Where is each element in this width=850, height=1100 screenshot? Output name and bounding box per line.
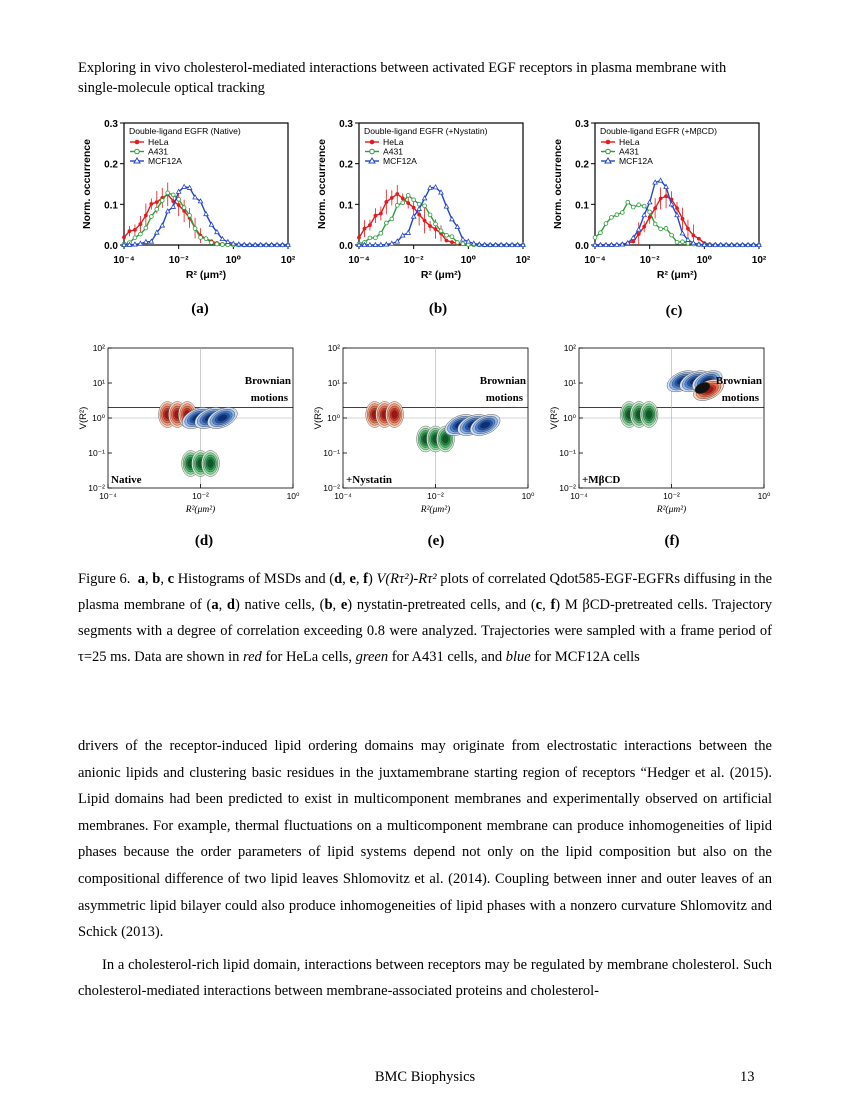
y-tick-label: 0.3	[104, 119, 118, 130]
data-point-a431	[675, 240, 679, 244]
data-point-mcf12a	[406, 230, 410, 234]
data-point-a431	[210, 241, 214, 245]
data-point-mcf12a	[477, 242, 481, 246]
data-point-mcf12a	[242, 242, 246, 246]
legend-label-a431: A431	[148, 146, 169, 157]
data-point-hela	[149, 202, 153, 206]
data-point-a431	[139, 232, 143, 236]
data-point-a431	[599, 231, 603, 235]
data-point-mcf12a	[493, 243, 497, 247]
data-point-a431	[670, 233, 674, 237]
legend-marker	[370, 140, 375, 145]
data-point-a431	[615, 213, 619, 217]
x-tick-label: 10²	[751, 255, 767, 266]
data-point-mcf12a	[483, 242, 487, 246]
panel-label-b: (b)	[428, 301, 448, 317]
data-point-mcf12a	[160, 223, 164, 227]
y-tick-label: 10⁻¹	[323, 448, 340, 458]
data-point-mcf12a	[735, 243, 739, 247]
y-axis-label: Norm. occurrence	[81, 139, 93, 229]
data-point-a431	[428, 213, 432, 217]
caption-ref-f: f	[363, 571, 368, 587]
data-point-a431	[450, 235, 454, 239]
data-point-mcf12a	[390, 241, 394, 245]
data-point-a431	[204, 237, 208, 241]
data-point-mcf12a	[384, 242, 388, 246]
caption-blue: blue	[505, 649, 531, 665]
data-point-mcf12a	[253, 243, 257, 247]
x-axis-label: R²(μm²)	[185, 505, 216, 515]
y-tick-label: 10⁻¹	[559, 448, 576, 458]
caption-figure-label: Figure 6.	[78, 571, 131, 587]
data-point-mcf12a	[680, 231, 684, 235]
caption-ref-c: c	[167, 571, 175, 587]
data-point-hela	[659, 197, 663, 201]
data-point-mcf12a	[428, 185, 432, 189]
data-point-mcf12a	[653, 180, 657, 184]
caption-ref-a: a	[137, 571, 145, 587]
data-point-mcf12a	[269, 243, 273, 247]
data-point-hela	[401, 196, 405, 200]
legend-marker	[606, 149, 611, 154]
data-point-a431	[620, 211, 624, 215]
data-point-a431	[177, 197, 181, 201]
caption-ref-d2: d	[226, 597, 235, 613]
contour-a431	[208, 459, 214, 467]
panel-label-e: (e)	[427, 533, 445, 549]
data-point-a431	[379, 231, 383, 235]
data-point-a431	[637, 203, 641, 207]
brownian-label-line2: motions	[250, 391, 288, 404]
data-point-mcf12a	[499, 243, 503, 247]
caption-text-3: plots of correlated Qdot585-EGF-EGFRs diffusing in the plasma membrane of (	[78, 571, 773, 613]
caption-text-4: ) native cells, (	[235, 597, 325, 613]
caption-ref-c2: c	[535, 597, 543, 613]
data-point-mcf12a	[138, 241, 142, 245]
caption-red: red	[243, 649, 262, 665]
caption-ref-b2: b	[324, 597, 333, 613]
x-tick-label: 10⁻⁴	[570, 491, 588, 501]
body-text	[78, 733, 772, 1005]
y-axis-label: V(R²)	[549, 406, 560, 430]
x-tick-label: 10⁻⁴	[584, 255, 606, 266]
panel-label-a: (a)	[191, 301, 209, 317]
x-axis-label: R² (μm²)	[420, 269, 462, 281]
y-axis-label: Norm. occurrence	[552, 139, 564, 229]
data-point-mcf12a	[280, 243, 284, 247]
data-point-mcf12a	[133, 242, 137, 246]
data-point-mcf12a	[171, 204, 175, 208]
contour-a431	[646, 410, 652, 418]
x-tick-label: 10⁻²	[192, 491, 209, 501]
data-point-a431	[193, 227, 197, 231]
data-point-a431	[626, 200, 630, 204]
data-point-hela	[681, 217, 685, 221]
y-tick-label: 10²	[563, 343, 576, 353]
data-point-mcf12a	[598, 243, 602, 247]
caption-ref-d: d	[334, 571, 343, 587]
data-point-a431	[423, 204, 427, 208]
y-tick-label: 10⁻²	[559, 483, 576, 493]
data-point-a431	[681, 240, 685, 244]
contour-panel-e	[313, 340, 538, 522]
caption-ref-e2: e	[340, 597, 348, 613]
data-point-hela	[428, 224, 432, 228]
y-axis-label: V(R²)	[78, 406, 89, 430]
data-point-hela	[177, 203, 181, 207]
data-point-a431	[166, 191, 170, 195]
x-axis-label: R²(μm²)	[420, 505, 451, 515]
data-point-mcf12a	[379, 242, 383, 246]
data-point-mcf12a	[248, 243, 252, 247]
legend-title: Double-ligand EGFR (+MβCD)	[600, 126, 717, 136]
data-point-mcf12a	[368, 243, 372, 247]
data-point-hela	[686, 227, 690, 231]
y-tick-label: 10⁻²	[323, 483, 340, 493]
paragraph-2: In a cholesterol-rich lipid domain, interactions between receptors may be regulated by membrane cholesterol. Such cholesterol-mediated interactions between membrane-associated proteins and cholesterol-	[78, 956, 772, 1000]
data-point-mcf12a	[604, 243, 608, 247]
data-point-a431	[593, 236, 597, 240]
data-point-hela	[697, 237, 701, 241]
legend-title: Double-ligand EGFR (Native)	[129, 126, 241, 136]
data-point-mcf12a	[757, 243, 761, 247]
data-point-hela	[664, 194, 668, 198]
caption-formula: V(Rτ²)-Rτ²	[376, 571, 437, 587]
data-point-hela	[642, 225, 646, 229]
panel-label-c: (c)	[665, 303, 683, 319]
data-point-hela	[133, 228, 137, 232]
data-point-mcf12a	[510, 243, 514, 247]
data-point-mcf12a	[593, 243, 597, 247]
data-point-mcf12a	[647, 200, 651, 204]
y-tick-label: 10⁰	[563, 413, 576, 423]
data-point-mcf12a	[719, 243, 723, 247]
x-tick-label: 10⁰	[521, 491, 535, 501]
data-point-hela	[379, 212, 383, 216]
data-point-a431	[384, 221, 388, 225]
y-tick-label: 0.2	[104, 159, 118, 171]
y-tick-label: 0.0	[575, 241, 589, 252]
y-tick-label: 10⁻²	[88, 483, 105, 493]
legend-marker	[606, 140, 611, 145]
data-point-mcf12a	[444, 204, 448, 208]
legend-label-mcf12a: MCF12A	[383, 156, 417, 166]
data-point-mcf12a	[658, 178, 662, 182]
y-tick-label: 10⁰	[92, 413, 105, 423]
data-point-mcf12a	[466, 239, 470, 243]
contour-panel-f	[549, 340, 774, 522]
data-point-hela	[374, 214, 378, 218]
x-tick-label: 10⁰	[696, 255, 713, 266]
caption-green: green	[355, 649, 389, 665]
data-point-a431	[215, 242, 219, 246]
histogram-panel-b	[313, 114, 533, 296]
x-axis-label: R² (μm²)	[185, 269, 227, 281]
data-point-mcf12a	[620, 242, 624, 246]
data-point-mcf12a	[697, 242, 701, 246]
caption-text-6: ) M βCD-pretreated cells. Trajectory segments with a degree of correlation exceeding 0.8 were analyzed. Trajectories were sampled with a frame period of τ=25 ms. Data are shown in	[78, 597, 772, 665]
data-point-mcf12a	[231, 241, 235, 245]
data-point-a431	[648, 210, 652, 214]
data-point-a431	[182, 206, 186, 210]
contour-panel-d	[78, 340, 303, 522]
data-point-a431	[631, 205, 635, 209]
data-point-a431	[642, 204, 646, 208]
data-point-mcf12a	[433, 185, 437, 189]
data-point-hela	[395, 192, 399, 196]
data-point-mcf12a	[521, 243, 525, 247]
x-tick-label: 10⁻⁴	[113, 255, 135, 266]
data-point-a431	[390, 217, 394, 221]
condition-label: Native	[111, 474, 142, 486]
contour-a431	[443, 435, 449, 443]
brownian-label-line2: motions	[721, 391, 759, 404]
x-tick-label: 10²	[515, 255, 531, 266]
data-point-a431	[199, 236, 203, 240]
x-axis-label: R²(μm²)	[656, 505, 687, 515]
data-point-mcf12a	[637, 227, 641, 231]
legend-label-mcf12a: MCF12A	[619, 156, 653, 166]
data-point-hela	[692, 234, 696, 238]
data-point-hela	[122, 235, 126, 239]
caption-text-1: Histograms of MSDs and (	[177, 571, 335, 587]
caption-ref-f2: f	[550, 597, 556, 613]
y-axis-label: V(R²)	[313, 406, 324, 430]
data-point-mcf12a	[237, 242, 241, 246]
y-tick-label: 0.1	[339, 200, 353, 212]
data-point-a431	[686, 241, 690, 245]
y-tick-label: 10¹	[327, 378, 340, 388]
data-point-hela	[406, 201, 410, 205]
data-point-a431	[659, 227, 663, 231]
data-point-hela	[368, 223, 372, 227]
condition-label: +Nystatin	[346, 474, 392, 486]
data-point-mcf12a	[226, 240, 230, 244]
y-tick-label: 10¹	[563, 378, 576, 388]
data-point-a431	[445, 233, 449, 237]
data-point-mcf12a	[515, 243, 519, 247]
paragraph-1: drivers of the receptor-induced lipid ordering domains may originate from electrostatic interactions between the anionic lipids and clustering basic residues in the juxtamembrane starting region of receptors “Hedger et al. (2015). Lipid domains had been predicted to exist in multicomponent membranes and experimentally observed on artificial membranes. For example, thermal fluctuations on a multicomponent membrane can produce inhomogeneities of lipid phases because the order parameters of lipid systems depend not only on the lipid composition but also on the compositional difference of two lipid leaves Shlomovitz et al. (2014). Coupling between inner and outer leaves of an asymmetric lipid bilayer could also produce inhomogeneities of lipid phases with a nonzero curvature Shlomovitz and Schick (2013).	[78, 738, 772, 941]
x-axis-label: R² (μm²)	[656, 269, 698, 281]
data-point-mcf12a	[264, 243, 268, 247]
histogram-panel-c	[549, 114, 769, 296]
data-point-mcf12a	[187, 185, 191, 189]
running-header: Exploring in vivo cholesterol-mediated interactions between activated EGF receptors in plasma membrane with single-molecule optical tracking	[78, 60, 727, 96]
data-point-mcf12a	[258, 243, 262, 247]
data-point-mcf12a	[746, 243, 750, 247]
y-tick-label: 0.0	[339, 241, 353, 252]
data-point-a431	[664, 226, 668, 230]
data-point-hela	[139, 222, 143, 226]
data-point-mcf12a	[615, 242, 619, 246]
y-axis-label: Norm. occurrence	[316, 139, 328, 229]
y-tick-label: 10²	[92, 343, 105, 353]
caption-text-2: )	[368, 571, 377, 587]
data-point-a431	[171, 193, 175, 197]
x-tick-label: 10⁻²	[427, 491, 444, 501]
data-point-a431	[412, 198, 416, 202]
legend-label-a431: A431	[619, 146, 640, 157]
y-tick-label: 0.3	[339, 119, 353, 130]
panel-label-f: (f)	[664, 533, 680, 549]
data-point-a431	[368, 236, 372, 240]
data-point-mcf12a	[609, 243, 613, 247]
data-point-a431	[456, 241, 460, 245]
caption-text-8: for A431 cells, and	[388, 649, 506, 665]
x-tick-label: 10⁰	[225, 255, 242, 266]
data-point-mcf12a	[275, 243, 279, 247]
y-tick-label: 0.2	[575, 159, 589, 171]
caption-ref-a2: a	[211, 597, 219, 613]
data-point-mcf12a	[691, 241, 695, 245]
data-point-a431	[604, 222, 608, 226]
legend-title: Double-ligand EGFR (+Nystatin)	[364, 126, 488, 136]
panel-label-d: (d)	[194, 533, 214, 549]
x-tick-label: 10⁰	[757, 491, 771, 501]
data-point-mcf12a	[713, 243, 717, 247]
x-tick-label: 10⁰	[286, 491, 300, 501]
legend-label-mcf12a: MCF12A	[148, 156, 182, 166]
data-point-a431	[188, 214, 192, 218]
condition-label: +MβCD	[582, 474, 621, 486]
brownian-label-line2: motions	[485, 391, 523, 404]
x-tick-label: 10⁻²	[663, 491, 680, 501]
caption-text-7: for HeLa cells,	[261, 649, 356, 665]
legend-marker	[135, 140, 140, 145]
footer-page-number: 13	[740, 1069, 755, 1085]
caption-ref-e: e	[349, 571, 356, 587]
y-tick-label: 0.2	[339, 159, 353, 171]
histogram-panel-a	[78, 114, 298, 296]
legend-label-a431: A431	[383, 146, 404, 157]
x-tick-label: 10⁻⁴	[99, 491, 117, 501]
data-point-a431	[149, 215, 153, 219]
data-point-a431	[160, 199, 164, 203]
data-point-hela	[445, 239, 449, 243]
data-point-mcf12a	[488, 243, 492, 247]
data-point-hela	[128, 229, 132, 233]
data-point-a431	[434, 222, 438, 226]
y-tick-label: 0.3	[575, 119, 589, 130]
x-tick-label: 10⁰	[460, 255, 477, 266]
data-point-mcf12a	[401, 233, 405, 237]
y-tick-label: 10⁰	[327, 413, 340, 423]
legend-label-hela: HeLa	[383, 137, 404, 147]
data-point-hela	[675, 206, 679, 210]
data-point-hela	[423, 219, 427, 223]
legend-marker	[370, 149, 375, 154]
data-point-a431	[155, 207, 159, 211]
data-point-hela	[144, 214, 148, 218]
data-point-a431	[144, 226, 148, 230]
x-tick-label: 10²	[280, 255, 296, 266]
data-point-mcf12a	[461, 237, 465, 241]
caption-ref-b: b	[152, 571, 161, 587]
data-point-mcf12a	[740, 243, 744, 247]
figure-caption: Figure 6. a, b, c Histograms of MSDs and (d, e, f) V(Rτ²)-Rτ² plots of correlated Qdot585-EGF-EGFRs diffusing in the plasma membrane of (a, d) native cells, (b, e) nystatin-pretreated cells, and (c, f) M βCD-pretreated cells. Trajectory segments with a degree of correlation exceeding 0.8 were analyzed. Trajectories were sampled with a frame period of τ=25 ms. Data are shown in red for HeLa cells, green for A431 cells, and blue for MCF12A cells	[78, 571, 773, 665]
brownian-label-line1: Brownian	[715, 375, 762, 387]
data-point-hela	[357, 236, 361, 240]
x-tick-label: 10⁻²	[639, 255, 660, 266]
y-tick-label: 0.1	[104, 200, 118, 212]
data-point-hela	[417, 213, 421, 217]
y-tick-label: 10¹	[92, 378, 105, 388]
data-point-hela	[653, 206, 657, 210]
data-point-a431	[395, 203, 399, 207]
y-tick-label: 10⁻¹	[88, 448, 105, 458]
legend-marker	[135, 149, 140, 154]
data-point-mcf12a	[144, 240, 148, 244]
data-point-a431	[461, 242, 465, 246]
caption-text-9: for MCF12A cells	[530, 649, 640, 665]
data-point-a431	[610, 215, 614, 219]
x-tick-label: 10⁻⁴	[348, 255, 370, 266]
data-point-a431	[221, 243, 225, 247]
data-point-mcf12a	[729, 243, 733, 247]
y-tick-label: 0.0	[104, 241, 118, 252]
brownian-label-line1: Brownian	[479, 375, 526, 387]
x-tick-label: 10⁻²	[168, 255, 189, 266]
data-point-mcf12a	[642, 213, 646, 217]
contour-hela	[392, 410, 398, 418]
y-tick-label: 10²	[327, 343, 340, 353]
data-point-hela	[384, 200, 388, 204]
brownian-label-line1: Brownian	[244, 375, 291, 387]
caption-text-5: ) nystatin-pretreated cells, and (	[347, 597, 536, 613]
x-tick-label: 10⁻²	[403, 255, 424, 266]
footer-journal: BMC Biophysics	[374, 1069, 476, 1085]
legend-label-hela: HeLa	[148, 137, 169, 147]
data-point-mcf12a	[373, 243, 377, 247]
data-point-a431	[439, 229, 443, 233]
data-point-hela	[412, 206, 416, 210]
data-point-mcf12a	[472, 241, 476, 245]
data-point-hela	[155, 200, 159, 204]
data-point-a431	[653, 222, 657, 226]
data-point-hela	[363, 227, 367, 231]
data-point-mcf12a	[182, 184, 186, 188]
y-tick-label: 0.1	[575, 200, 589, 212]
data-point-mcf12a	[751, 243, 755, 247]
data-point-a431	[133, 236, 137, 240]
data-point-a431	[406, 194, 410, 198]
legend-label-hela: HeLa	[619, 137, 640, 147]
data-point-a431	[374, 236, 378, 240]
data-point-mcf12a	[286, 243, 290, 247]
data-point-mcf12a	[504, 243, 508, 247]
data-point-a431	[401, 201, 405, 205]
data-point-hela	[390, 196, 394, 200]
data-point-hela	[434, 227, 438, 231]
x-tick-label: 10⁻⁴	[334, 491, 352, 501]
data-point-hela	[450, 240, 454, 244]
data-point-mcf12a	[724, 243, 728, 247]
